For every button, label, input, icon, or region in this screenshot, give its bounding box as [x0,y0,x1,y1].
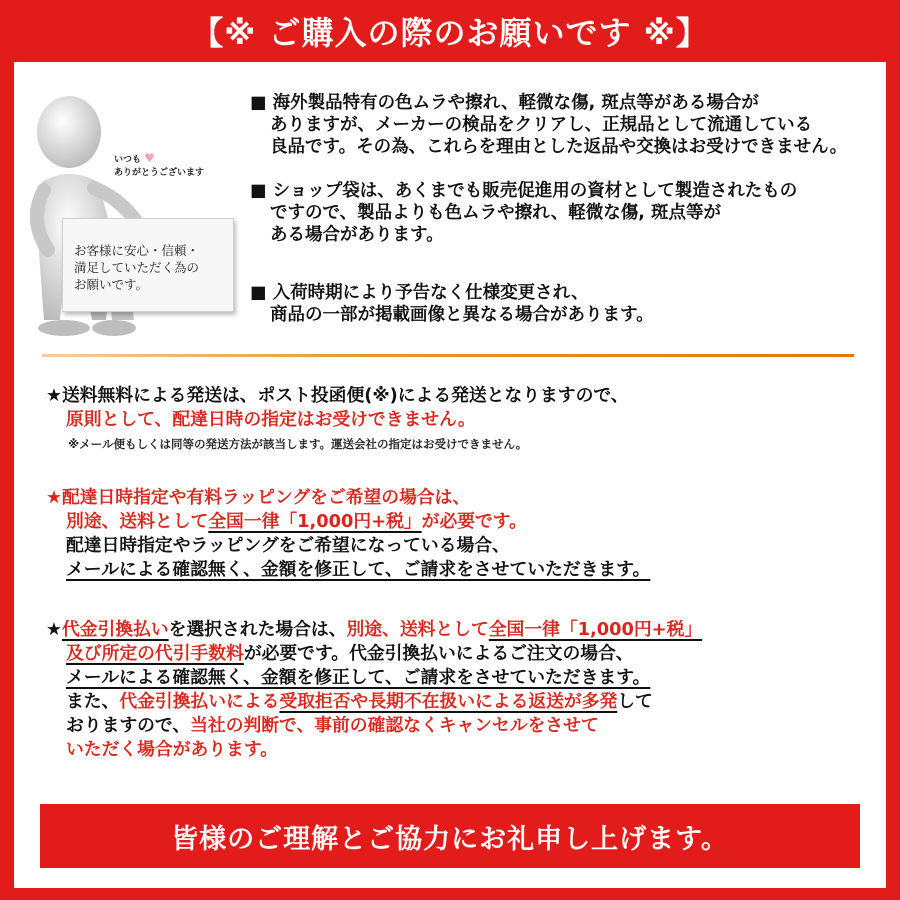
notice-line: ■ ショップ袋は、あくまでも販売促進用の資材として製造されたもの [250,181,798,201]
cod-line-5a: おりますので、 [66,715,191,736]
cod-line-1c: 別途、送料として [346,619,489,640]
board-message [74,242,234,293]
footer-message: 皆様のご理解とご協力にお礼申し上げます。 [171,823,729,855]
shipping-section [46,384,629,456]
bubble-line-1: いつも [114,155,142,165]
delivery-price: 全国一律「1,000円+税」 [208,511,422,532]
cod-line-4 [46,690,702,714]
notice-line: ■ 海外製品特有の色ムラや擦れ、軽微な傷, 斑点等がある場合が [250,93,759,113]
page-title: 【※ ご購入の際のお願いです ※】 [191,14,709,52]
notice-item-product-quality [250,92,847,158]
delivery-line-2c: が必要です。 [421,511,527,532]
cod-line-1 [46,618,702,642]
content-panel [14,62,886,888]
notice-line: ですので、製品よりも色ムラや擦れ、軽微な傷, 斑点等が [270,203,721,223]
delivery-section [46,486,650,582]
shipping-note: ※メール便もしくは同等の発送方法が該当します。運送会社の指定はお受けできません。 [68,437,528,451]
cod-line-4c: 受取拒否や長期不在扱いによる返送が多発 [279,691,618,712]
title-banner [0,0,900,62]
board-line: お願いです。 [74,277,149,292]
cod-line-5 [46,714,702,738]
delivery-line-1: ★配達日時指定や有料ラッピングをご希望の場合は、 [46,487,471,508]
cod-line-5b: 当社の判断で、事前の確認なくキャンセルをさせて [190,715,599,736]
notice-line: 商品の一部が掲載画像と異なる場合があります。 [270,305,654,325]
shipping-line-2: 原則として、配達日時の指定はお受けできません。 [66,409,476,430]
notice-item-shop-bag [250,180,797,246]
cod-section [46,618,702,762]
cod-line-6: いただく場合があります。 [66,739,278,760]
cod-price: 全国一律「1,000円+税」 [488,619,703,640]
board-line: お客様に安心・信頼・ [74,243,200,258]
bubble-line-2: ありがとうございます [114,168,205,178]
cod-line-4a: また、 [66,691,120,712]
thank-you-bubble [114,152,204,180]
cod-line-4b: 代金引換払いによる [119,691,280,712]
footer-banner [40,804,860,868]
cod-term: 代金引換払い [61,619,169,640]
board-line: 満足していただく為の [74,260,200,275]
cod-line-3: メールによる確認無く、金額を修正して、ご請求をさせていただきます。 [66,667,651,688]
shipping-line-1: ★送料無料による発送は、ポスト投函便(※)による発送となりますので、 [46,385,629,406]
star-icon: ★ [46,619,62,640]
delivery-line-2a: 別途、送料として [66,511,209,532]
notice-line: ■ 入荷時期により予告なく仕様変更され、 [250,283,589,303]
section-divider [42,354,854,357]
notice-line: 良品です。その為、これらを理由とした返品や交換はお受けできません。 [270,137,848,157]
cod-line-2 [46,642,702,666]
cod-line-2a: 及び所定の代引手数料 [66,643,244,664]
notice-line: ある場合があります。 [270,225,444,245]
cod-line-1b: を選択された場合は、 [168,619,347,640]
delivery-line-2 [46,510,650,534]
cod-line-2b: が必要です。代金引換払いによるご注文の場合、 [243,643,634,664]
notice-line: ありますが、メーカーの検品をクリアし、正規品として流通している [270,115,813,135]
delivery-line-3: 配達日時指定やラッピングをご希望になっている場合、 [66,535,510,556]
delivery-line-4: メールによる確認無く、金額を修正して、ご請求をさせていただきます。 [66,559,651,580]
notice-item-spec-change [250,282,654,326]
heart-icon: ♥ [144,151,155,165]
cod-line-4d: して [617,691,653,712]
